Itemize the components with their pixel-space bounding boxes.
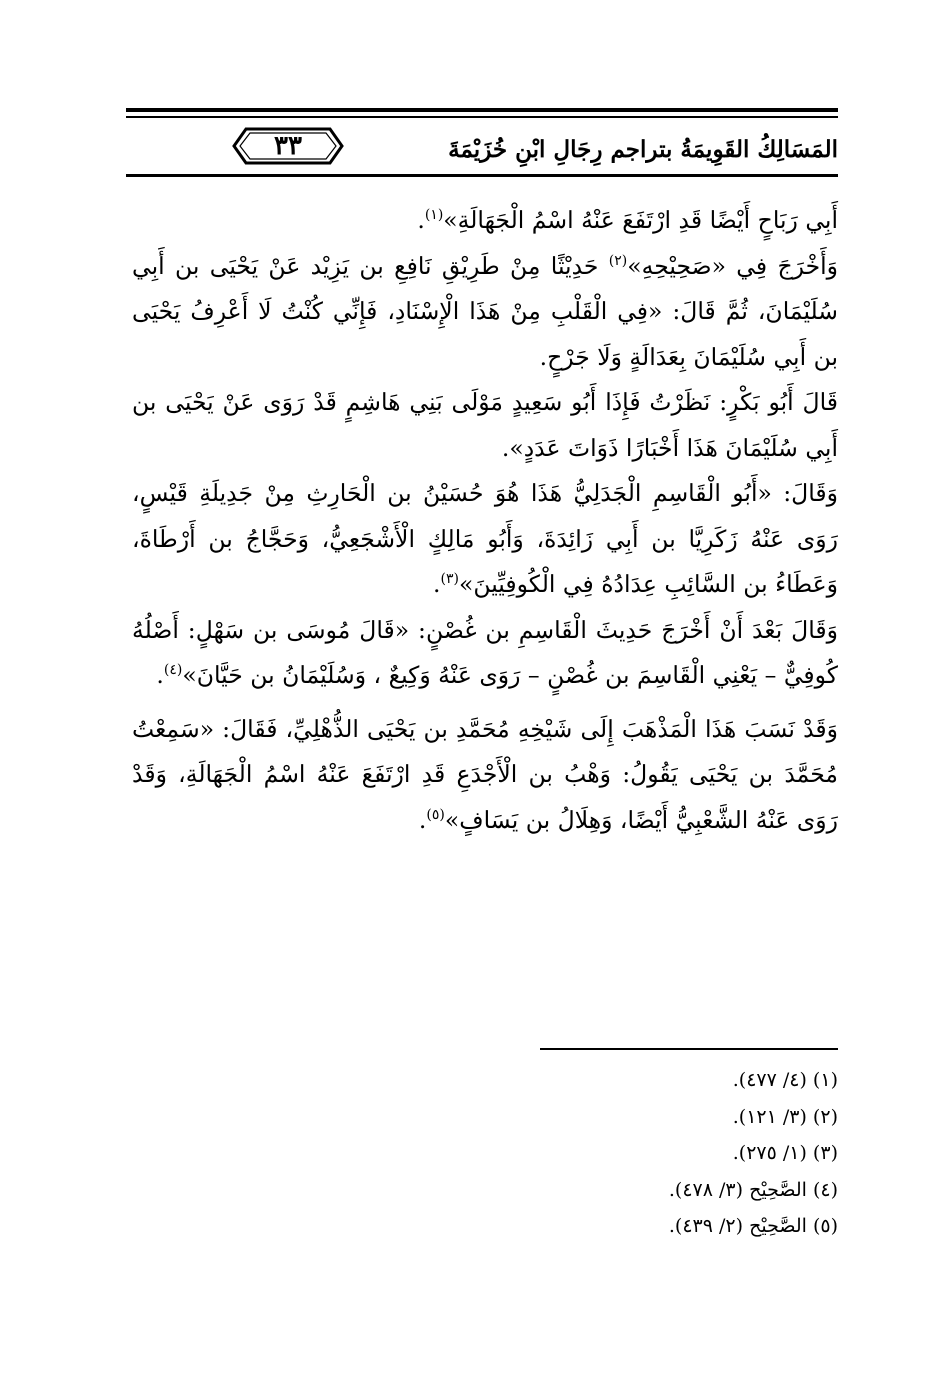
footnote-ref: (٥) bbox=[426, 806, 445, 823]
footnotes bbox=[500, 1062, 838, 1245]
main-text bbox=[132, 198, 838, 843]
paragraph-3 bbox=[132, 380, 838, 471]
footnote-2: (٢) (٣/ ١٢١). bbox=[732, 1105, 838, 1128]
header-rule-thin bbox=[126, 116, 838, 118]
paragraph-text: وَقَدْ نَسَبَ هَذَا الْمَذْهَبَ إِلَى شَيْخِهِ مُحَمَّدِ بن يَحْيَى الذُّهْلِيِّ، فَقَالَ: «سَمِعْتُ مُحَمَّدَ بن يَحْيَى يَقُولُ: وَهْبُ بن الْأَجْدَعِ قَدِ ارْتَفَعَ عَنْهُ اسْمُ الْجَهَالَةِ، وَقَدْ رَوَى عَنْهُ الشَّعْبِيُّ أَيْضًا، وَهِلَالُ بن يَسَافٍ» bbox=[132, 714, 838, 834]
footnote-3: (٣) (١/ ٢٧٥). bbox=[732, 1142, 838, 1164]
running-title: المَسَالِكُ القَوِيمَةُ بتراجم رِجَالِ ابْنِ خُزَيْمَةَ bbox=[448, 136, 838, 163]
header-rule-thick bbox=[126, 108, 838, 112]
page-number-badge bbox=[232, 126, 344, 166]
footnote-ref: (٣) bbox=[440, 571, 459, 588]
paragraph-text: قَالَ أَبُو بَكْرٍ: نَظَرْتُ فَإِذَا أَبُو سَعِيدٍ مَوْلَى بَنِي هَاشِمٍ قَدْ رَوَى عَنْ يَحْيَى بن أَبِي سُلَيْمَانَ هَذَا أَخْبَارًا ذَوَاتَ عَدَدٍ». bbox=[132, 388, 838, 462]
paragraph-5 bbox=[132, 608, 838, 699]
footnote-separator bbox=[540, 1048, 838, 1050]
paragraph-4 bbox=[132, 471, 838, 608]
paragraph-1 bbox=[132, 198, 838, 244]
footnote-4: (٤) الصَّحِيْح (٣/ ٤٧٨). bbox=[668, 1178, 838, 1201]
paragraph-text: وَقَالَ بَعْدَ أَنْ أَخْرَجَ حَدِيثَ الْقَاسِمِ بن غُصْنٍ: «قَالَ مُوسَى بن سَهْلٍ: أَصْلُهُ كُوفِيٌّ – يَعْنِي الْقَاسِمَ بن غُصْنٍ – رَوَى عَنْهُ وَكِيعٌ ، وَسُلَيْمَانُ بن حَيَّانَ» bbox=[132, 615, 838, 689]
footnote-1: (١) (٤/ ٤٧٧). bbox=[732, 1069, 838, 1091]
paragraph-tail: . bbox=[418, 805, 427, 834]
footnote-5: (٥) الصَّحِيْح (٢/ ٤٣٩). bbox=[668, 1215, 838, 1237]
paragraph-2 bbox=[132, 244, 838, 381]
paragraph-tail: . bbox=[433, 570, 441, 598]
page-header bbox=[126, 100, 838, 186]
footnote-ref: (١) bbox=[424, 207, 444, 224]
paragraph-6 bbox=[132, 707, 838, 844]
paragraph-text: وَقَالَ: «أَبُو الْقَاسِمِ الْجَدَلِيُّ هَذَا هُوَ حُسَيْنُ بن الْحَارِثِ مِنْ جَدِيلَةِ قَيْسٍ، رَوَى عَنْهُ زَكَرِيَّا بن أَبِي زَائِدَةَ، وَأَبُو مَالِكٍ الْأَشْجَعِيُّ، وَحَجَّاجُ بن أَرْطَاةَ، وَعَطَاءُ بن السَّائِبِ عِدَادُهُ فِي الْكُوفِيِّينَ» bbox=[132, 479, 838, 598]
paragraph-tail: . bbox=[156, 661, 164, 689]
header-rule-bottom bbox=[126, 174, 838, 177]
paragraph-tail: . bbox=[417, 206, 425, 234]
footnote-ref: (٤) bbox=[163, 662, 183, 679]
paragraph-text: وَأَخْرَجَ فِي «صَحِيْحِهِ» bbox=[627, 251, 838, 280]
paragraph-text: أَبِي رَبَاحٍ أَيْضًا قَدِ ارْتَفَعَ عَنْهُ اسْمُ الْجَهَالَةِ» bbox=[443, 206, 838, 234]
footnote-ref: (٢) bbox=[608, 252, 628, 269]
page-number: ٣٣ bbox=[274, 131, 302, 161]
paragraph-tail: حَدِيْثًا مِنْ طَرِيْقِ نَافِعِ بن يَزِيْد عَنْ يَحْيَى بن أَبِي سُلَيْمَانَ، ثُمَّ قَالَ: «فِي الْقَلْبِ مِنْ هَذَا الْإِسْنَادِ، فَإِنِّي كُنْتُ لَا أَعْرِفُ يَحْيَى بن أَبِي سُلَيْمَانَ بِعَدَالَةٍ وَلَا جَرْحٍ. bbox=[132, 251, 838, 371]
